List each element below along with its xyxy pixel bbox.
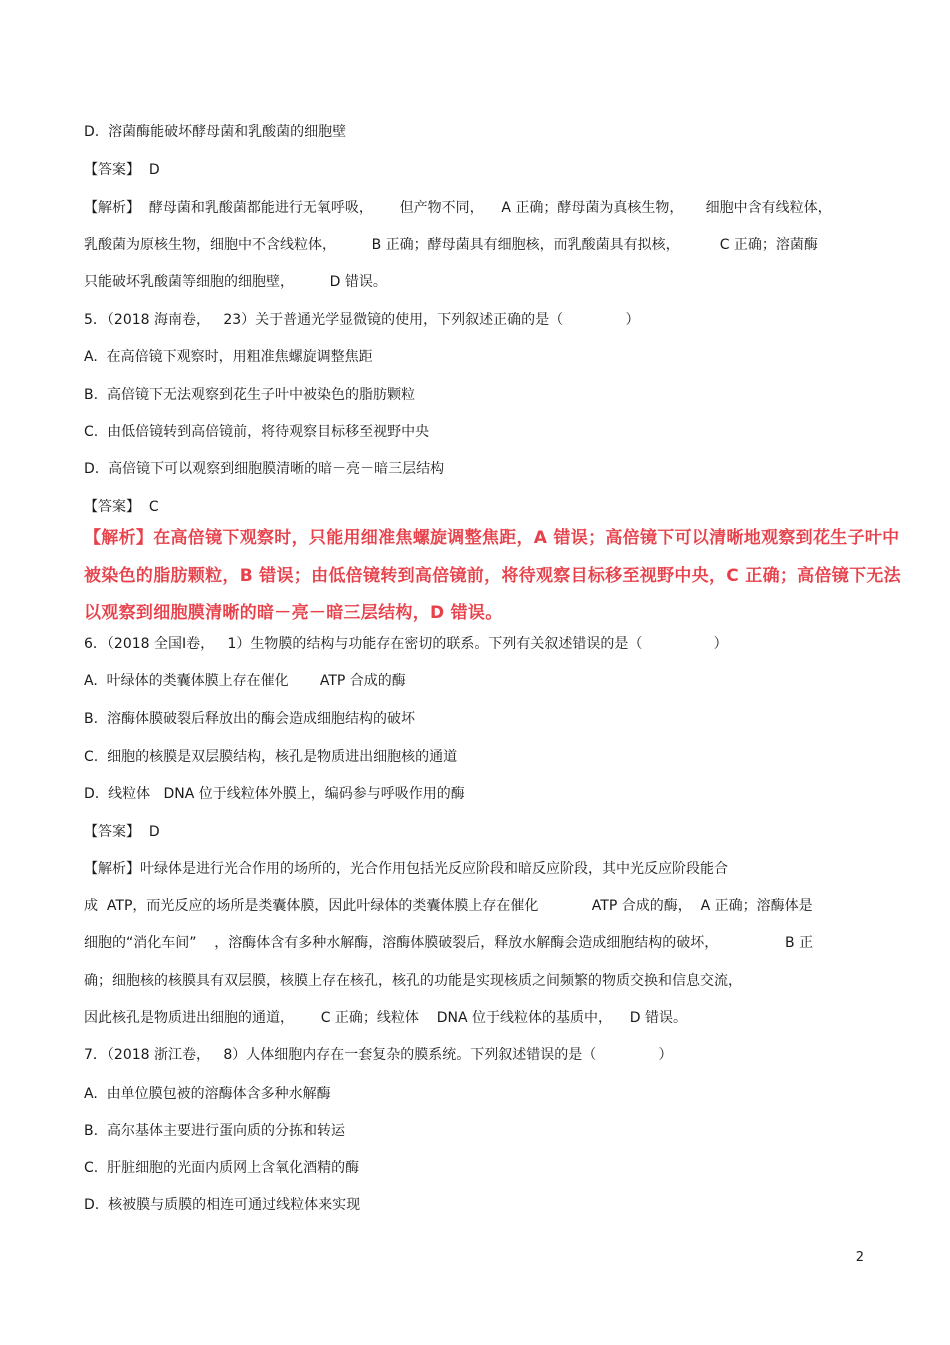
question-5-option-c: C. 由低倍镜转到高倍镜前，将待观察目标移至视野中央 <box>84 424 430 440</box>
analysis-5-line-2: 被染色的脂肪颗粒，B 错误；由低倍镜转到高倍镜前，将待观察目标移至视野中央，C 正确；高倍镜下无法 <box>84 566 901 586</box>
question-7-stem: 7．（2018 浙江卷， 8）人体细胞内存在一套复杂的膜系统。下列叙述错误的是（ ） <box>84 1047 673 1063</box>
answer-6: 【答案】 D <box>84 824 160 840</box>
analysis-6-line-2: 成 ATP，而光反应的场所是类囊体膜，因此叶绿体的类囊体膜上存在催化 ATP 合成的酶， A 正确；溶酶体是 <box>84 898 813 914</box>
analysis-6-line-5: 因此核孔是物质进出细胞的通道， C 正确；线粒体 DNA 位于线粒体的基质中， D 错误。 <box>84 1010 688 1026</box>
analysis-4-line-1: 【解析】 酵母菌和乳酸菌都能进行无氧呼吸， 但产物不同， A 正确；酵母菌为真核生物， 细胞中含有线粒体， <box>84 200 832 216</box>
question-7-option-a: A. 由单位膜包被的溶酶体含多种水解酶 <box>84 1086 331 1102</box>
analysis-6-line-4: 确；细胞核的核膜具有双层膜，核膜上存在核孔，核孔的功能是实现核质之间频繁的物质交换和信息交流， <box>84 973 742 989</box>
question-7-option-b: B. 高尔基体主要进行蛋向质的分拣和转运 <box>84 1123 345 1139</box>
question-6-option-c: C. 细胞的核膜是双层膜结构，核孔是物质进出细胞核的通道 <box>84 749 458 765</box>
option-d-lysozyme: D. 溶菌酶能破坏酵母菌和乳酸菌的细胞壁 <box>84 124 347 140</box>
analysis-5-line-3: 以观察到细胞膜清晰的暗－亮－暗三层结构，D 错误。 <box>84 603 503 623</box>
question-7-option-d: D. 核被膜与质膜的相连可通过线粒体来实现 <box>84 1197 361 1213</box>
analysis-6-line-3: 细胞的“消化车间” ，溶酶体含有多种水解酶，溶酶体膜破裂后，释放水解酶会造成细胞结构的破坏， B 正 <box>84 935 814 951</box>
page-number: 2 <box>855 1250 864 1265</box>
answer-5: 【答案】 C <box>84 499 159 515</box>
question-6-option-d: D. 线粒体 DNA 位于线粒体外膜上，编码参与呼吸作用的酶 <box>84 786 465 802</box>
question-6-stem: 6．（2018 全国Ⅰ卷， 1）生物膜的结构与功能存在密切的联系。下列有关叙述错误的是（ ） <box>84 636 728 652</box>
answer-4: 【答案】 D <box>84 162 160 178</box>
question-5-stem: 5．（2018 海南卷， 23）关于普通光学显微镜的使用，下列叙述正确的是（ ） <box>84 312 640 328</box>
question-6-option-b: B. 溶酶体膜破裂后释放出的酶会造成细胞结构的破坏 <box>84 711 415 727</box>
analysis-4-line-2: 乳酸菌为原核生物，细胞中不含线粒体， B 正确；酵母菌具有细胞核，而乳酸菌具有拟核， C 正确；溶菌酶 <box>84 237 818 253</box>
question-6-option-a: A. 叶绿体的类囊体膜上存在催化 ATP 合成的酶 <box>84 673 406 689</box>
question-5-option-d: D. 高倍镜下可以观察到细胞膜清晰的暗－亮－暗三层结构 <box>84 461 445 477</box>
analysis-6-line-1: 【解析】叶绿体是进行光合作用的场所的，光合作用包括光反应阶段和暗反应阶段，其中光反应阶段能合 <box>84 861 728 877</box>
question-5-option-a: A. 在高倍镜下观察时，用粗准焦螺旋调整焦距 <box>84 349 373 365</box>
question-5-option-b: B. 高倍镜下无法观察到花生子叶中被染色的脂肪颗粒 <box>84 387 415 403</box>
question-7-option-c: C. 肝脏细胞的光面内质网上含氧化酒精的酶 <box>84 1160 360 1176</box>
analysis-5-line-1: 【解析】在高倍镜下观察时，只能用细准焦螺旋调整焦距，A 错误；高倍镜下可以清晰地观察到花生子叶中 <box>84 528 900 548</box>
analysis-4-line-3: 只能破坏乳酸菌等细胞的细胞壁， D 错误。 <box>84 274 387 290</box>
